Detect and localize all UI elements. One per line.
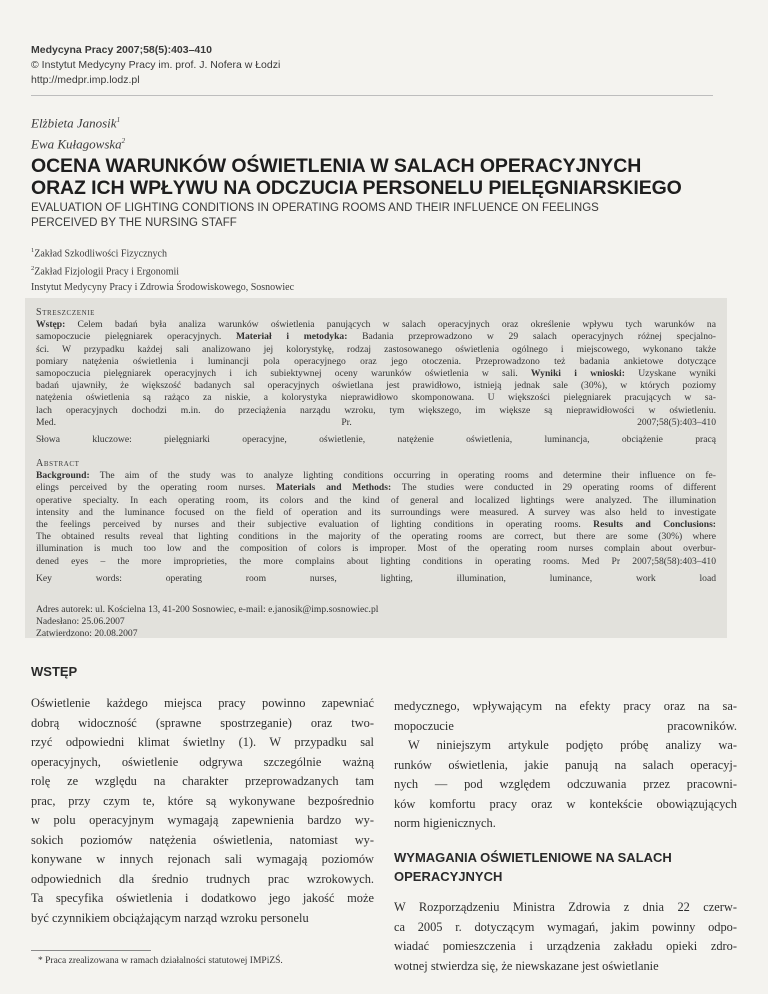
text-line: runków oświetlenia, jakie panują na salach operacyj- bbox=[394, 757, 737, 772]
streszczenie-heading: Streszczenie bbox=[36, 307, 96, 318]
author-list bbox=[31, 111, 125, 154]
body-right-column-bottom bbox=[394, 898, 737, 976]
body-right-column-top bbox=[394, 697, 737, 834]
journal-header bbox=[31, 43, 280, 88]
text-line: rzyć odpowiedni klimat świetlny (1). W przypadku sal bbox=[31, 735, 374, 749]
affiliation-1: $^1$Zakład Szkodliwości Fizycznych bbox=[31, 247, 167, 260]
article-title-english: EVALUATION OF LIGHTING CONDITIONS IN OPERATING ROOMS AND THEIR INFLUENCE ON FEELINGS PERCEIVED BY THE NURSING STAFF bbox=[31, 202, 599, 229]
abstract-block: Abstract Background: The aim of the study was to analyze lighting conditions occurring in operating rooms and determine their influence on fe- elings perceived by the operating room nurses. Materials and Methods: The studies were conducted in 29 operating rooms of different operative specialty. In each operating room, its colors and the kind of general and localized lightings were analyzed. The illumination intensity and the luminance focused on the field of operation and its surroundings were measured. A survey was also held to investigate the feelings perceived by nurses and their subjective evaluation of lighting conditions in operating rooms. Results and Conclusions: The obtained results reveal that lighting conditions in the majority of the operating rooms are correct, but there are some (30%) where illumination is much too low and the composition of colors is improper. Most of the operating room nurses complain about overbur- dened eyes – the more improprieties, the more complains about lighting conditions in operating rooms. Med Pr 2007;58(58):403–410 Key words: operating room nurses, lighting, illumination, luminance, work load bbox=[36, 458, 716, 584]
text-line: ca 2005 r. dotyczącym wymagań, jakim powinny odpo- bbox=[394, 919, 737, 934]
text-line: medycznego, wpływającym na efekty pracy oraz na sa- bbox=[394, 699, 737, 713]
header-divider bbox=[31, 95, 713, 96]
author-1: Elżbieta Janosik$^1$ bbox=[31, 115, 121, 131]
text-line: wotnej stwierdza się, że niewskazane jest oświetlanie bbox=[394, 958, 659, 973]
text-line: w polu operacyjnym wymagają zapewnienia bardzo wy- bbox=[31, 813, 374, 827]
text-line: mopoczucie pracowników. bbox=[394, 718, 737, 733]
text-line: ków komfortu pracy oraz w kontekście obowiązujących bbox=[394, 796, 737, 811]
journal-publisher: © Instytut Medycyny Pracy im. prof. J. Nofera w Łodzi bbox=[31, 59, 281, 71]
body-left-column bbox=[31, 694, 374, 928]
text-line: operacyjnych, oświetlenie odgrywa szczególnie ważną bbox=[31, 754, 374, 769]
correspondence-address: Adres autorek: ul. Kościelna 13, 41-200 Sosnowiec, e-mail: e.janosik@imp.sosnowiec.pl bbox=[36, 604, 379, 615]
text-line: W niniejszym artykule podjęto próbę analizy wa- bbox=[408, 738, 737, 752]
footnote-divider bbox=[31, 950, 151, 951]
text-line: prac, przy czym te, które są wykonywane bezpośrednio bbox=[31, 793, 374, 808]
text-line: wiadać pomieszczenia i urządzenia zakładu opieki zdro- bbox=[394, 939, 737, 953]
text-line: Oświetlenie każdego miejsca pracy powinno zapewniać bbox=[31, 696, 374, 710]
text-line: dobrą widoczność (sprawne spostrzeganie) oraz two- bbox=[31, 715, 374, 730]
streszczenie-block: Streszczenie Wstęp: Celem badań była analiza warunków oświetlenia panujących w salach operacyjnych oraz określenie wpływu tych warunków na samopoczucie pielęgniarek operacyjnych. Materiał i metodyka: Badania przeprowadzono w 29 salach operacyjnych różnej specjalno- ści. W przypadku każdej sali analizowano jej kolorystykę, rodzaj zastosowanego oświetlenia ogólnego i miejscowego, wykonano także pomiary natężenia oświetlenia i luminancji pola operacyjnego oraz jego otoczenia. Przeprowadzono też badania ankietowe dotyczące samopoczucia pielęgniarek operacyjnych i ich subiektywnej oceny warunków oświetlenia w sali. Wyniki i wnioski: Uzyskane wyniki badań ujawniły, że większość badanych sal operacyjnych oświetlana jest prawidłowo, istnieją jednak sale (30%), w których poziomy natężenia oświetlenia są rażąco za niskie, a kolorystyka nieprawidłowo skomponowana. U większości pielęgniarek pracujących w sa- lach operacyjnych dochodzi m.in. do przeciążenia narządu wzroku, tym większego, im większe są nieprawidłowości w oświetleniu. Med. Pr. 2007;58(5):403–410 Słowa kluczowe: pielęgniarki operacyjne, oświetlenie, natężenie oświetlenia, luminancja, obciążenie pracą bbox=[36, 307, 716, 446]
abstract-heading: Abstract bbox=[36, 458, 80, 469]
article-title: OCENA WARUNKÓW OŚWIETLENIA W SALACH OPERACYJNYCH ORAZ ICH WPŁYWU NA ODCZUCIA PERSONELU PIELĘGNIARSKIEGO bbox=[31, 155, 682, 199]
affiliation-2: $^2$Zakład Fizjologii Pracy i Ergonomii bbox=[31, 265, 180, 278]
keywords-en: Key words: operating room nurses, lighting, illumination, luminance, work load bbox=[36, 572, 716, 584]
text-line: rolę ze względu na charakter przeprowadzanych tam bbox=[31, 774, 374, 788]
keywords-pl: Słowa kluczowe: pielęgniarki operacyjne, oświetlenie, natężenie oświetlenia, luminancja, obciążenie pracą bbox=[36, 434, 716, 446]
date-accepted: Zatwierdzono: 20.08.2007 bbox=[36, 628, 138, 639]
text-line: sokich poziomów natężenia oświetlenia, natomiast wy- bbox=[31, 832, 374, 847]
date-received: Nadesłano: 25.06.2007 bbox=[36, 616, 125, 627]
correspondence bbox=[36, 604, 378, 640]
text-line: W Rozporządzeniu Ministra Zdrowia z dnia 22 czerw- bbox=[394, 900, 737, 914]
text-line: konywane w innych rejonach sali wymagają poziomów bbox=[31, 852, 374, 866]
journal-citation: Medycyna Pracy 2007;58(5):403–410 bbox=[31, 44, 212, 56]
section-heading-wymagania: WYMAGANIA OŚWIETLENIOWE NA SALACH OPERACYJNYCH bbox=[394, 850, 672, 884]
text-line: nych — pod względem odczuwania przez pracowni- bbox=[394, 777, 737, 791]
text-line: odpowiednich dla średnio trudnych prac wzrokowych. bbox=[31, 871, 374, 886]
author-2: Ewa Kułagowska$^2$ bbox=[31, 136, 126, 152]
text-line: być czynnikiem obciążającym narząd wzroku personelu bbox=[31, 910, 309, 925]
affiliations bbox=[31, 243, 294, 295]
affiliation-3: Instytut Medycyny Pracy i Zdrowia Środowiskowego, Sosnowiec bbox=[31, 281, 295, 293]
text-line: norm higienicznych. bbox=[394, 816, 496, 830]
section-heading-wstep: WSTĘP bbox=[31, 664, 78, 679]
text-line: Ta specyfika oświetlenia i dodatkowo jego jakość może bbox=[31, 891, 374, 905]
footnote: * Praca zrealizowana w ramach działalności statutowej IMPiZŚ. bbox=[38, 956, 283, 966]
journal-url[interactable]: http://medpr.imp.lodz.pl bbox=[31, 74, 140, 86]
